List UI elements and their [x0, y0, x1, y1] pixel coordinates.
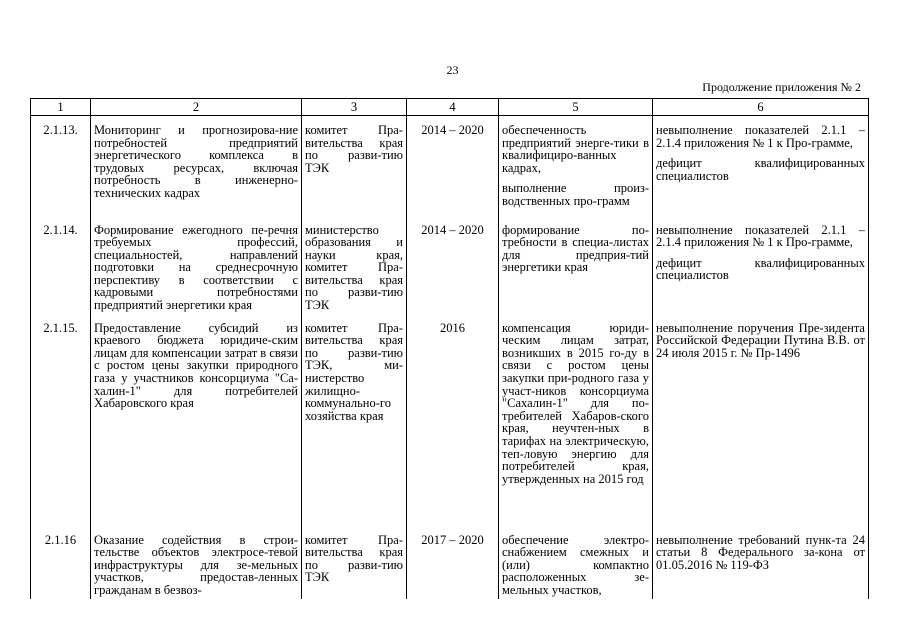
programme-table	[30, 98, 869, 599]
header-col-5: 5	[499, 99, 653, 116]
consequence-paragraph: дефицит квалифицированных специалистов	[656, 255, 865, 283]
consequence-paragraph: невыполнение показателей 2.1.1 – 2.1.4 приложения № 1 к Про-грамме,	[656, 222, 865, 250]
executor-cell: комитет Пра-вительства края по разви-тию ТЭК	[302, 526, 407, 599]
header-col-1: 1	[31, 99, 91, 116]
measure-cell: Предоставление субсидий из краевого бюджета юридиче-ским лицам для компенсации затрат в связи с ростом цены закупки природного газа у участников консорциума "Са-халин-1" для потребителей Хабаровского края	[91, 314, 302, 526]
executor-cell: комитет Пра-вительства края по разви-тию ТЭК, ми-нистерство жилищно-коммунально-го хозяйства края	[302, 314, 407, 526]
row-number: 2.1.15.	[31, 314, 91, 526]
header-col-3: 3	[302, 99, 407, 116]
consequence-cell	[653, 526, 869, 599]
result-paragraph: обеспеченность предприятий энерге-тики в квалифициро-ванных кадрах,	[502, 123, 649, 175]
header-col-2: 2	[91, 99, 302, 116]
result-cell	[499, 314, 653, 526]
continuation-note: Продолжение приложения № 2	[702, 80, 861, 94]
result-cell	[499, 116, 653, 216]
consequence-cell	[653, 216, 869, 314]
result-cell	[499, 526, 653, 599]
measure-cell: Оказание содействия в строи-тельстве объектов электросе-тевой инфраструктуры для зе-мельных участков, предостав-ленных гражданам в безвоз-	[91, 526, 302, 599]
result-cell	[499, 216, 653, 314]
consequence-paragraph: невыполнение требований пунк-та 24 статьи 8 Федерального за-кона от 01.05.2016 № 119-ФЗ	[656, 532, 865, 572]
consequence-cell	[653, 116, 869, 216]
row-number: 2.1.14.	[31, 216, 91, 314]
row-number: 2.1.16	[31, 526, 91, 599]
header-row	[31, 99, 869, 116]
consequence-cell	[653, 314, 869, 526]
executor-cell: комитет Пра-вительства края по разви-тию ТЭК	[302, 116, 407, 216]
result-paragraph: компенсация юриди-ческим лицам затрат, возникших в 2015 го-ду в связи с ростом цены закупки при-родного газа у участ-ников консорциума "Сахалин-1" для по-требителей Хабаров-ского края, неучтен-ных в тарифах на электрическую, теп-ловую энергию для потребителей края, утвержденных на 2015 год	[502, 320, 649, 486]
measure-cell: Мониторинг и прогнозирова-ние потребностей предприятий энергетического комплекса в трудовых ресурсах, включая потребность в инженерно-технических кадрах	[91, 116, 302, 216]
row-number: 2.1.13.	[31, 116, 91, 216]
result-paragraph: формирование по-требности в специа-листах для предприя-тий энергетики края	[502, 222, 649, 275]
measure-cell: Формирование ежегодного пе-речня требуемых профессий, специальностей, направлений подготовки на среднесрочную перспективу в соответствии с кадровыми потребностями предприятий энергетики края	[91, 216, 302, 314]
table-row	[31, 314, 869, 526]
years-cell: 2017 – 2020	[407, 526, 499, 599]
years-cell: 2016	[407, 314, 499, 526]
years-cell: 2014 – 2020	[407, 216, 499, 314]
executor-cell: министерство образования и науки края, комитет Пра-вительства края по разви-тию ТЭК	[302, 216, 407, 314]
header-col-6: 6	[653, 99, 869, 116]
consequence-paragraph: невыполнение показателей 2.1.1 – 2.1.4 приложения № 1 к Про-грамме,	[656, 123, 865, 150]
table-row	[31, 116, 869, 216]
page-number: 23	[446, 63, 459, 77]
result-paragraph: выполнение произ-водственных про-грамм	[502, 181, 649, 208]
years-cell: 2014 – 2020	[407, 116, 499, 216]
table-row	[31, 216, 869, 314]
header-col-4: 4	[407, 99, 499, 116]
consequence-paragraph: невыполнение поручения Пре-зидента Российской Федерации Путина В.В. от 24 июля 2015 г. № Пр-1496	[656, 320, 865, 360]
table-row	[31, 526, 869, 599]
consequence-paragraph: дефицит квалифицированных специалистов	[656, 156, 865, 183]
result-paragraph: обеспечение электро-снабжением смежных и (или) компактно расположенных зе-мельных участков,	[502, 532, 649, 598]
